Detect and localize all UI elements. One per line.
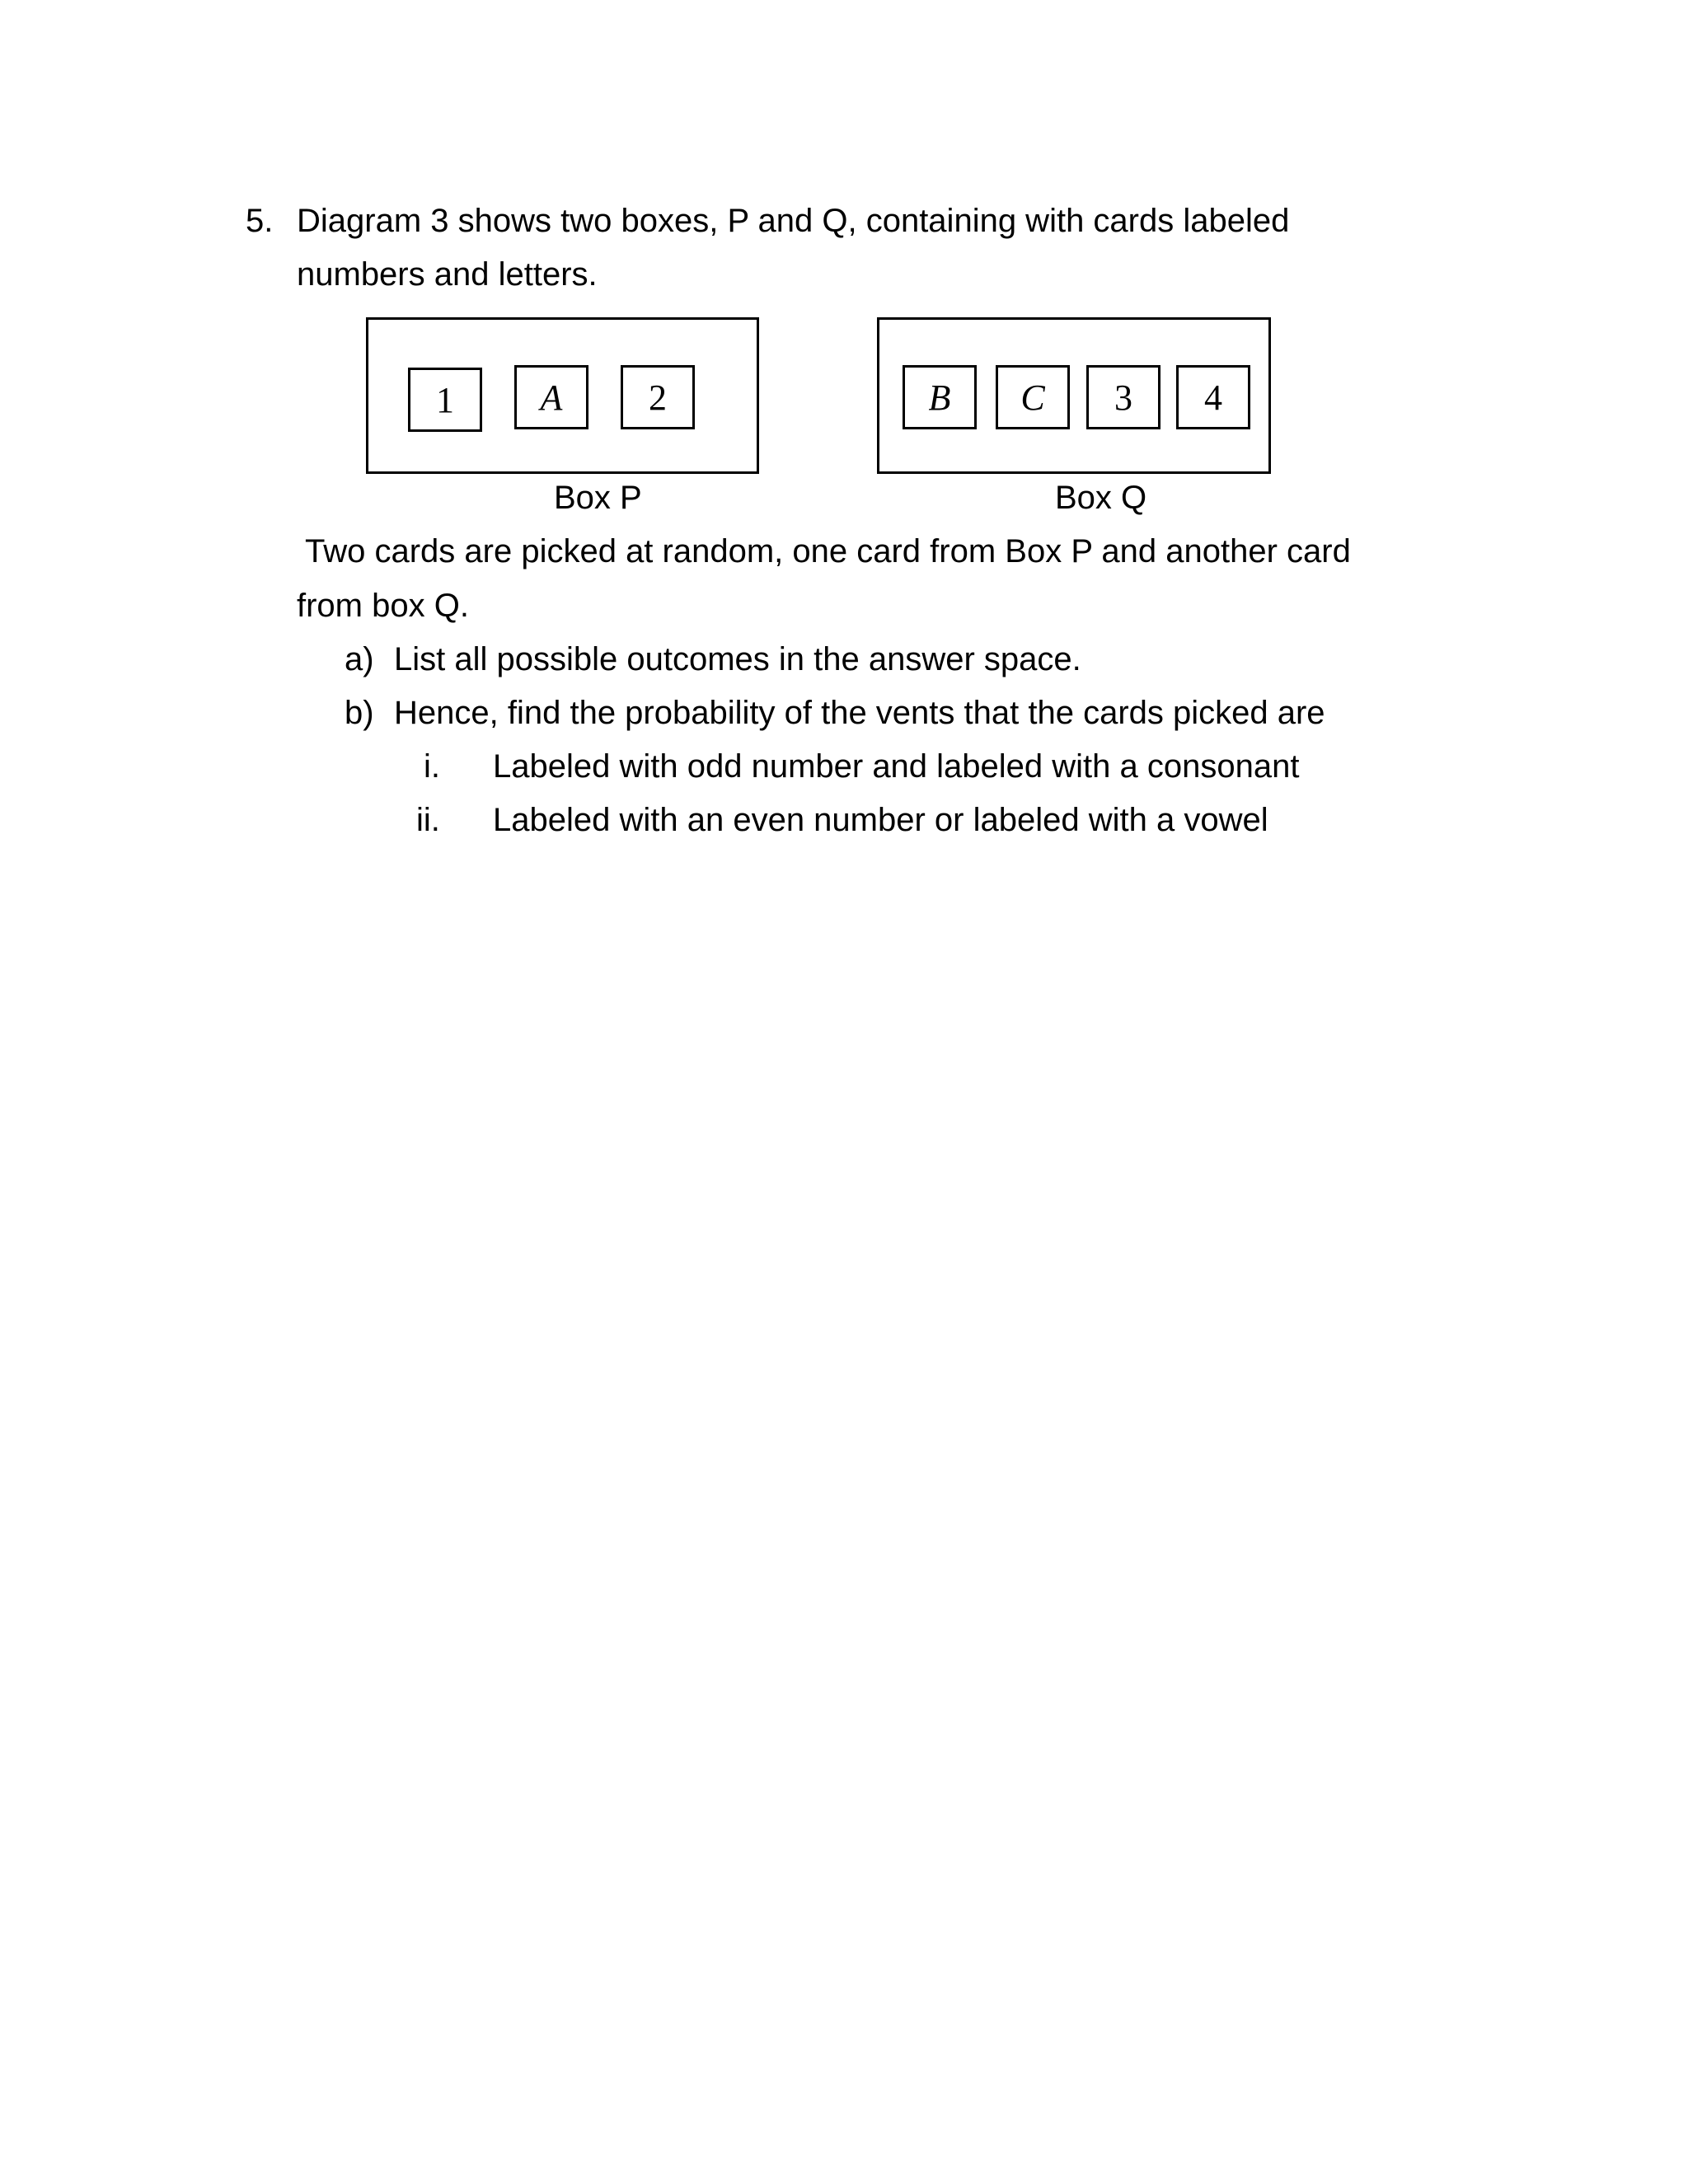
subpart-i-text: Labeled with odd number and labeled with a consonant [493,748,1300,785]
question-text-line-2: numbers and letters. [297,256,598,293]
part-b-text: Hence, find the probability of the vents that the cards picked are [394,695,1325,731]
box-p-card-2: A [514,365,588,429]
box-q-card-1: B [903,365,977,429]
box-p [366,317,759,474]
box-q-label: Box Q [1055,480,1147,516]
box-q-card-3: 3 [1086,365,1160,429]
scenario-line-2: from box Q. [297,588,469,624]
box-q-card-4: 4 [1176,365,1250,429]
question-number: 5. [246,203,274,239]
subpart-i-marker: i. [424,748,440,785]
question-text-line-1: Diagram 3 shows two boxes, P and Q, containing with cards labeled [297,203,1290,239]
box-p-label: Box P [554,480,642,516]
part-b-marker: b) [345,695,374,731]
box-q [877,317,1271,474]
part-a-marker: a) [345,641,374,677]
box-p-card-3: 2 [621,365,695,429]
box-q-card-2: C [996,365,1070,429]
subpart-ii-marker: ii. [416,802,440,838]
part-a-text: List all possible outcomes in the answer space. [394,641,1081,677]
subpart-ii-text: Labeled with an even number or labeled with a vowel [493,802,1268,838]
box-p-card-1: 1 [408,368,482,432]
scenario-line-1: Two cards are picked at random, one card from Box P and another card [305,533,1351,569]
